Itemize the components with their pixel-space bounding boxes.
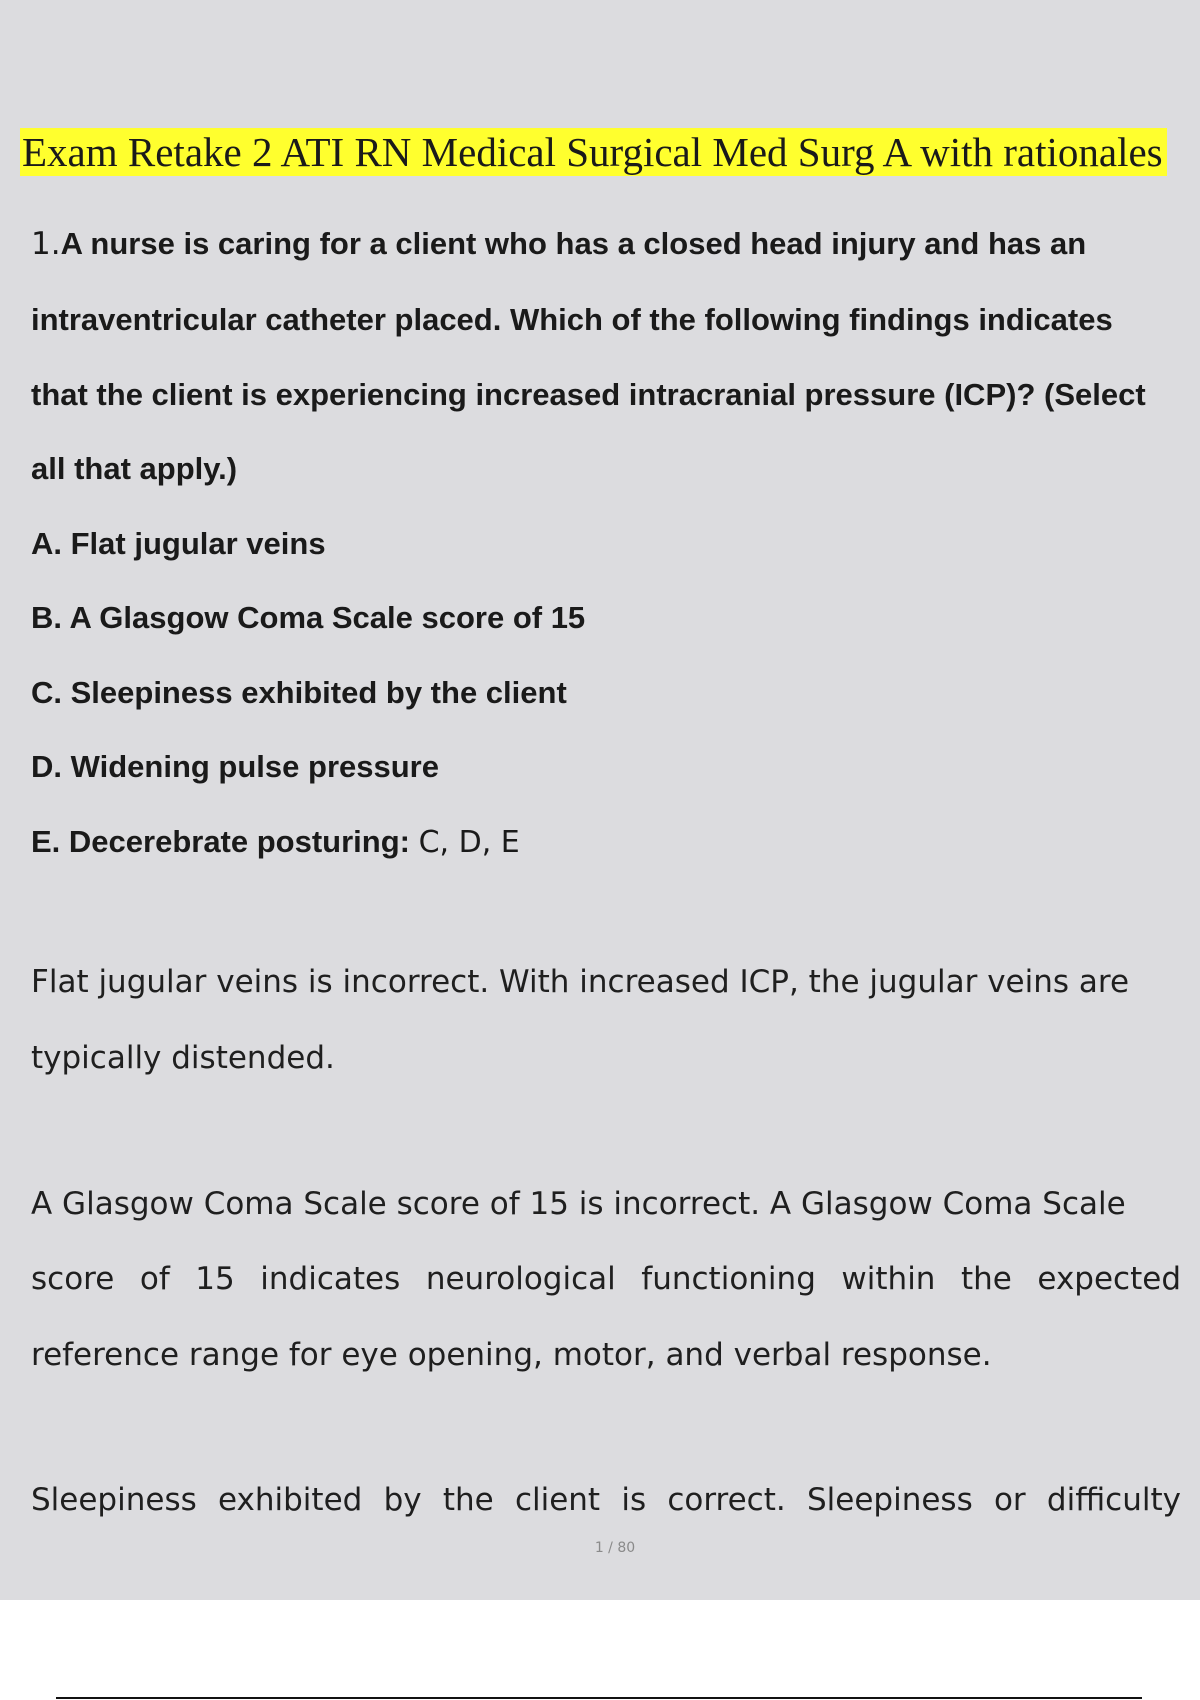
rationale-b-word: neurological bbox=[425, 1261, 616, 1297]
page-indicator: 1 / 80 bbox=[594, 1540, 636, 1556]
rationale-b-word: score bbox=[31, 1261, 115, 1297]
rationale-c-word: client bbox=[514, 1482, 601, 1518]
rationale-b-word: functioning bbox=[641, 1261, 816, 1297]
option-e: E. Decerebrate posturing: bbox=[31, 824, 410, 859]
footer-divider bbox=[56, 1697, 1142, 1699]
rationale-b-word: expected bbox=[1037, 1261, 1181, 1297]
rationale-b-word: the bbox=[961, 1261, 1012, 1297]
document-title: Exam Retake 2 ATI RN Medical Surgical Med Surg A with rationales bbox=[20, 128, 1167, 176]
question-line-1 bbox=[31, 226, 1181, 262]
question-text-line: intraventricular catheter placed. Which of the following findings indicates bbox=[31, 302, 1113, 337]
option-b: B. A Glasgow Coma Scale score of 15 bbox=[31, 600, 586, 635]
rationale-b-line-justified bbox=[31, 1261, 1181, 1297]
rationale-a-line: Flat jugular veins is incorrect. With increased ICP, the jugular veins are bbox=[31, 964, 1130, 1000]
rationale-a-line: typically distended. bbox=[31, 1040, 335, 1076]
rationale-c-word: Sleepiness bbox=[806, 1482, 973, 1518]
option-d: D. Widening pulse pressure bbox=[31, 749, 439, 784]
rationale-b-line: A Glasgow Coma Scale score of 15 is incorrect. A Glasgow Coma Scale bbox=[31, 1186, 1126, 1222]
question-text-line: all that apply.) bbox=[31, 451, 238, 486]
question-number: 1. bbox=[31, 226, 61, 262]
answer-key: C, D, E bbox=[418, 825, 520, 860]
rationale-c-word: is bbox=[621, 1482, 647, 1518]
rationale-c-word: the bbox=[442, 1482, 494, 1518]
rationale-c-word: correct. bbox=[667, 1482, 786, 1518]
rationale-b-word: within bbox=[841, 1261, 936, 1297]
rationale-c-word: by bbox=[383, 1482, 422, 1518]
question-text-line: A nurse is caring for a client who has a closed head injury and has an bbox=[60, 226, 1087, 261]
rationale-c-word: Sleepiness bbox=[31, 1482, 197, 1518]
question-text-line: that the client is experiencing increased intracranial pressure (ICP)? (Select bbox=[31, 377, 1146, 412]
rationale-c-word: difficulty bbox=[1046, 1482, 1181, 1518]
rationale-c-line-justified bbox=[31, 1482, 1181, 1518]
rationale-b-word: of bbox=[139, 1261, 170, 1297]
option-a: A. Flat jugular veins bbox=[31, 526, 326, 561]
rationale-b-line: reference range for eye opening, motor, and verbal response. bbox=[31, 1337, 992, 1373]
option-e-line bbox=[31, 824, 520, 860]
rationale-b-word: indicates bbox=[260, 1261, 401, 1297]
rationale-c-word: exhibited bbox=[217, 1482, 363, 1518]
rationale-b-word: 15 bbox=[195, 1261, 235, 1297]
rationale-c-word: or bbox=[993, 1482, 1026, 1518]
option-c: C. Sleepiness exhibited by the client bbox=[31, 675, 567, 710]
